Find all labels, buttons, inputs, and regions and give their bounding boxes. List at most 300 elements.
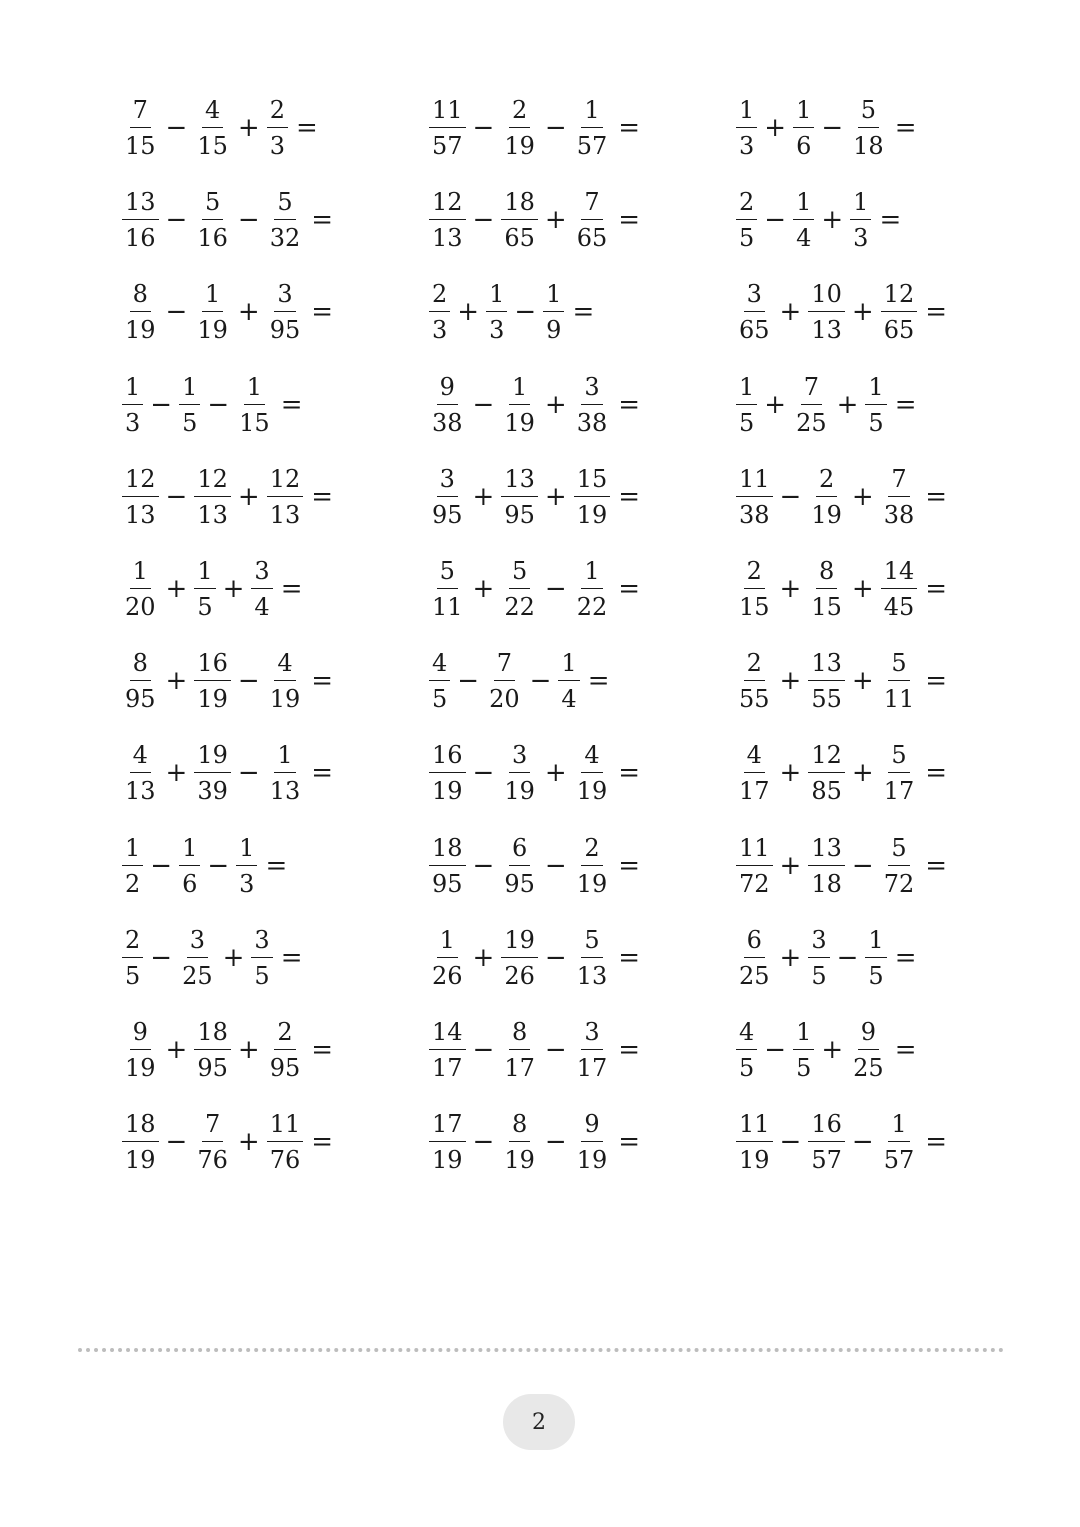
operator: −	[836, 942, 859, 973]
numerator: 16	[429, 743, 466, 773]
operator: −	[529, 666, 552, 697]
operator: −	[237, 758, 260, 789]
numerator: 12	[808, 743, 845, 773]
operator: +	[237, 297, 260, 328]
denominator: 6	[796, 132, 812, 160]
numerator: 13	[501, 467, 538, 497]
problem	[122, 831, 287, 901]
numerator: 1	[793, 1020, 814, 1050]
numerator: 7	[202, 1112, 223, 1142]
operator: −	[207, 850, 230, 881]
numerator: 1	[509, 375, 530, 405]
fraction	[850, 98, 887, 158]
numerator: 4	[429, 651, 450, 681]
equals-sign: =	[925, 666, 948, 697]
denominator: 32	[269, 224, 301, 253]
numerator: 10	[808, 282, 845, 312]
fraction	[194, 280, 231, 345]
denominator: 13	[432, 224, 463, 253]
fraction	[808, 741, 845, 806]
numerator: 5	[437, 559, 458, 589]
operator: −	[207, 389, 230, 420]
denominator: 3	[489, 316, 505, 345]
numerator: 12	[267, 467, 304, 497]
operator: −	[472, 1035, 495, 1065]
numerator: 15	[574, 467, 611, 497]
fraction	[122, 1110, 159, 1175]
problem	[736, 93, 917, 163]
denominator: 5	[739, 224, 755, 253]
fraction	[429, 1020, 466, 1080]
fraction	[122, 98, 159, 158]
denominator: 5	[432, 685, 448, 714]
denominator: 95	[432, 500, 463, 529]
numerator: 11	[736, 1112, 773, 1142]
denominator: 26	[432, 961, 463, 990]
denominator: 16	[197, 224, 228, 253]
denominator: 5	[739, 408, 755, 437]
operator: −	[764, 1035, 787, 1065]
fraction	[574, 1110, 611, 1175]
numerator: 3	[509, 743, 530, 773]
denominator: 5	[182, 408, 198, 437]
fraction	[808, 280, 845, 345]
denominator: 20	[125, 593, 156, 621]
equals-sign: =	[280, 942, 303, 973]
denominator: 26	[504, 961, 535, 990]
problem	[429, 93, 640, 163]
numerator: 18	[122, 1112, 159, 1142]
numerator: 18	[194, 1020, 231, 1050]
numerator: 4	[581, 743, 602, 773]
denominator: 95	[125, 685, 156, 714]
denominator: 19	[504, 777, 535, 806]
denominator: 65	[739, 316, 770, 345]
denominator: 55	[739, 685, 770, 714]
equals-sign: =	[572, 297, 595, 328]
denominator: 3	[239, 869, 255, 898]
problem	[736, 1107, 947, 1177]
operator: +	[165, 574, 188, 604]
numerator: 4	[202, 98, 223, 128]
denominator: 65	[883, 316, 915, 345]
fraction	[881, 649, 918, 714]
numerator: 1	[179, 836, 200, 866]
fraction	[429, 649, 450, 714]
equals-sign: =	[280, 389, 303, 420]
fraction	[122, 1020, 159, 1080]
fraction	[574, 372, 611, 437]
numerator: 3	[808, 928, 829, 958]
fraction	[808, 925, 829, 990]
denominator: 38	[739, 500, 770, 529]
operator: +	[472, 481, 495, 512]
denominator: 19	[125, 1054, 156, 1082]
fraction	[501, 741, 538, 806]
equals-sign: =	[925, 481, 948, 512]
denominator: 72	[739, 869, 770, 898]
numerator: 1	[793, 190, 814, 220]
operator: −	[165, 1127, 188, 1158]
equals-sign: =	[295, 113, 318, 143]
numerator: 3	[437, 467, 458, 497]
fraction	[574, 741, 611, 806]
fraction	[429, 1110, 466, 1175]
fraction	[251, 925, 272, 990]
fraction	[543, 280, 564, 345]
fraction	[574, 98, 611, 158]
denominator: 3	[125, 408, 141, 437]
problem	[122, 370, 303, 440]
fraction	[865, 372, 886, 437]
fraction	[501, 925, 538, 990]
numerator: 1	[122, 836, 143, 866]
numerator: 18	[501, 190, 538, 220]
denominator: 15	[739, 593, 770, 621]
numerator: 2	[509, 98, 530, 128]
denominator: 3	[739, 132, 755, 160]
fraction	[429, 98, 466, 158]
operator: +	[851, 758, 874, 789]
fraction	[122, 559, 159, 619]
fraction	[194, 741, 231, 806]
fraction	[881, 559, 918, 619]
operator: +	[779, 850, 802, 881]
operator: −	[764, 205, 787, 236]
denominator: 22	[504, 593, 535, 621]
problem	[429, 1015, 640, 1085]
denominator: 13	[811, 316, 842, 345]
denominator: 19	[197, 685, 228, 714]
operator: +	[237, 1127, 260, 1158]
numerator: 1	[543, 282, 564, 312]
numerator: 1	[236, 836, 257, 866]
equals-sign: =	[311, 1127, 334, 1158]
fraction	[486, 649, 523, 714]
denominator: 3	[853, 224, 869, 253]
numerator: 1	[437, 928, 458, 958]
operator: −	[821, 113, 844, 143]
fraction	[574, 1020, 611, 1080]
operator: +	[851, 574, 874, 604]
numerator: 12	[881, 282, 918, 312]
fraction	[429, 833, 466, 898]
fraction	[194, 188, 231, 253]
numerator: 1	[581, 98, 602, 128]
fraction	[501, 1020, 538, 1080]
numerator: 7	[130, 98, 151, 128]
numerator: 1	[736, 98, 757, 128]
fraction	[122, 649, 159, 714]
denominator: 13	[125, 500, 156, 529]
equals-sign: =	[311, 666, 334, 697]
problem	[429, 462, 640, 532]
operator: +	[821, 205, 844, 236]
numerator: 19	[501, 928, 538, 958]
fraction	[574, 559, 611, 619]
equals-sign: =	[894, 113, 917, 143]
fraction	[194, 464, 231, 529]
numerator: 7	[801, 375, 822, 405]
fraction	[122, 925, 143, 990]
denominator: 13	[269, 500, 301, 529]
operator: −	[150, 389, 173, 420]
fraction	[850, 1020, 887, 1080]
denominator: 5	[197, 593, 213, 621]
numerator: 14	[881, 559, 918, 589]
operator: −	[165, 205, 188, 236]
equals-sign: =	[265, 850, 288, 881]
denominator: 3	[432, 316, 448, 345]
fraction	[122, 280, 159, 345]
equals-sign: =	[894, 1035, 917, 1065]
operator: +	[222, 942, 245, 973]
fraction	[501, 833, 538, 898]
equals-sign: =	[311, 297, 334, 328]
fraction	[881, 280, 918, 345]
numerator: 5	[274, 190, 295, 220]
denominator: 65	[576, 224, 608, 253]
denominator: 5	[254, 961, 270, 990]
fraction	[194, 1020, 231, 1080]
numerator: 2	[429, 282, 450, 312]
numerator: 1	[130, 559, 151, 589]
denominator: 55	[811, 685, 842, 714]
numerator: 2	[744, 559, 765, 589]
numerator: 12	[122, 467, 159, 497]
numerator: 13	[808, 836, 845, 866]
numerator: 7	[888, 467, 909, 497]
operator: +	[779, 297, 802, 328]
denominator: 18	[811, 869, 842, 898]
numerator: 11	[267, 1112, 304, 1142]
fraction	[736, 188, 757, 253]
denominator: 45	[883, 593, 915, 621]
fraction	[429, 372, 466, 437]
operator: −	[851, 850, 874, 881]
denominator: 57	[811, 1146, 842, 1175]
problem	[736, 646, 947, 716]
equals-sign: =	[879, 205, 902, 236]
problem	[429, 185, 640, 255]
denominator: 15	[239, 408, 270, 437]
operator: −	[544, 1035, 567, 1065]
denominator: 16	[125, 224, 156, 253]
numerator: 18	[429, 836, 466, 866]
fraction	[736, 1110, 773, 1175]
operator: −	[472, 758, 495, 789]
equals-sign: =	[618, 850, 641, 881]
fraction	[501, 372, 538, 437]
fraction	[808, 1110, 845, 1175]
fraction	[736, 1020, 757, 1080]
fraction	[850, 188, 871, 253]
operator: +	[544, 481, 567, 512]
problem	[122, 738, 333, 808]
denominator: 95	[197, 1054, 228, 1082]
fraction	[574, 464, 611, 529]
denominator: 38	[432, 408, 463, 437]
equals-sign: =	[618, 389, 641, 420]
numerator: 3	[581, 1020, 602, 1050]
fraction	[194, 649, 231, 714]
equals-sign: =	[618, 574, 641, 604]
operator: +	[779, 666, 802, 697]
problem	[122, 646, 333, 716]
numerator: 8	[509, 1112, 530, 1142]
fraction	[793, 1020, 814, 1080]
denominator: 13	[197, 500, 228, 529]
operator: +	[165, 1035, 188, 1065]
numerator: 4	[274, 651, 295, 681]
operator: −	[165, 481, 188, 512]
operator: −	[237, 205, 260, 236]
problem	[122, 554, 303, 624]
operator: −	[457, 666, 480, 697]
equals-sign: =	[280, 574, 303, 604]
fraction	[194, 559, 215, 619]
operator: +	[237, 113, 260, 143]
operator: −	[779, 1127, 802, 1158]
fraction	[736, 925, 773, 990]
fraction	[267, 1110, 304, 1175]
numerator: 4	[736, 1020, 757, 1050]
fraction	[429, 741, 466, 806]
fraction	[122, 833, 143, 898]
denominator: 5	[868, 408, 884, 437]
operator: +	[851, 666, 874, 697]
numerator: 5	[888, 651, 909, 681]
numerator: 1	[122, 375, 143, 405]
numerator: 5	[888, 836, 909, 866]
operator: +	[165, 758, 188, 789]
denominator: 22	[576, 593, 608, 621]
problem	[736, 831, 947, 901]
numerator: 2	[736, 190, 757, 220]
fraction	[429, 188, 466, 253]
equals-sign: =	[925, 850, 948, 881]
numerator: 5	[858, 98, 879, 128]
denominator: 19	[504, 132, 535, 160]
operator: −	[472, 205, 495, 236]
denominator: 19	[125, 316, 156, 345]
denominator: 6	[182, 869, 198, 898]
denominator: 17	[504, 1054, 535, 1082]
equals-sign: =	[618, 1127, 641, 1158]
equals-sign: =	[618, 1035, 641, 1065]
denominator: 76	[269, 1146, 301, 1175]
numerator: 8	[509, 1020, 530, 1050]
denominator: 17	[739, 777, 770, 806]
denominator: 57	[576, 132, 608, 160]
denominator: 25	[796, 408, 827, 437]
operator: +	[237, 1035, 260, 1065]
problem	[429, 1107, 640, 1177]
numerator: 5	[581, 928, 602, 958]
denominator: 11	[883, 685, 915, 714]
numerator: 11	[429, 98, 466, 128]
numerator: 1	[865, 928, 886, 958]
operator: +	[764, 113, 787, 143]
equals-sign: =	[618, 758, 641, 789]
operator: +	[544, 205, 567, 236]
fraction	[574, 925, 611, 990]
fraction	[501, 464, 538, 529]
fraction	[558, 649, 579, 714]
equals-sign: =	[925, 1127, 948, 1158]
denominator: 3	[269, 132, 285, 160]
problem	[736, 185, 901, 255]
operator: −	[472, 389, 495, 420]
denominator: 57	[432, 132, 463, 160]
numerator: 3	[581, 375, 602, 405]
fraction	[251, 559, 272, 619]
operator: −	[544, 850, 567, 881]
numerator: 1	[888, 1112, 909, 1142]
denominator: 4	[796, 224, 812, 253]
denominator: 72	[883, 869, 915, 898]
operator: +	[851, 481, 874, 512]
numerator: 8	[130, 282, 151, 312]
denominator: 95	[269, 316, 301, 345]
denominator: 19	[739, 1146, 770, 1175]
numerator: 1	[179, 375, 200, 405]
equals-sign: =	[311, 205, 334, 236]
fraction	[486, 280, 507, 345]
denominator: 19	[576, 777, 608, 806]
denominator: 13	[125, 777, 156, 806]
denominator: 11	[432, 593, 463, 621]
operator: +	[457, 297, 480, 328]
operator: −	[544, 1127, 567, 1158]
operator: +	[779, 942, 802, 973]
equals-sign: =	[311, 481, 334, 512]
fraction	[808, 649, 845, 714]
fraction	[122, 741, 159, 806]
denominator: 25	[182, 961, 213, 990]
equals-sign: =	[311, 758, 334, 789]
numerator: 1	[865, 375, 886, 405]
numerator: 2	[816, 467, 837, 497]
denominator: 19	[504, 408, 535, 437]
denominator: 25	[739, 961, 770, 990]
equals-sign: =	[894, 389, 917, 420]
denominator: 19	[432, 777, 463, 806]
numerator: 9	[130, 1020, 151, 1050]
operator: +	[165, 666, 188, 697]
denominator: 15	[125, 132, 156, 160]
fraction	[194, 98, 231, 158]
equals-sign: =	[925, 574, 948, 604]
numerator: 12	[429, 190, 466, 220]
fraction	[501, 98, 538, 158]
operator: −	[472, 850, 495, 881]
denominator: 19	[576, 500, 608, 529]
denominator: 17	[576, 1054, 608, 1082]
fraction	[429, 280, 450, 345]
problem	[736, 462, 947, 532]
denominator: 19	[125, 1146, 156, 1175]
equals-sign: =	[618, 942, 641, 973]
denominator: 20	[489, 685, 520, 714]
problem	[736, 1015, 917, 1085]
fraction	[267, 649, 304, 714]
equals-sign: =	[311, 1035, 334, 1065]
operator: −	[472, 1127, 495, 1158]
numerator: 7	[494, 651, 515, 681]
fraction	[808, 464, 845, 529]
problem	[122, 277, 333, 347]
